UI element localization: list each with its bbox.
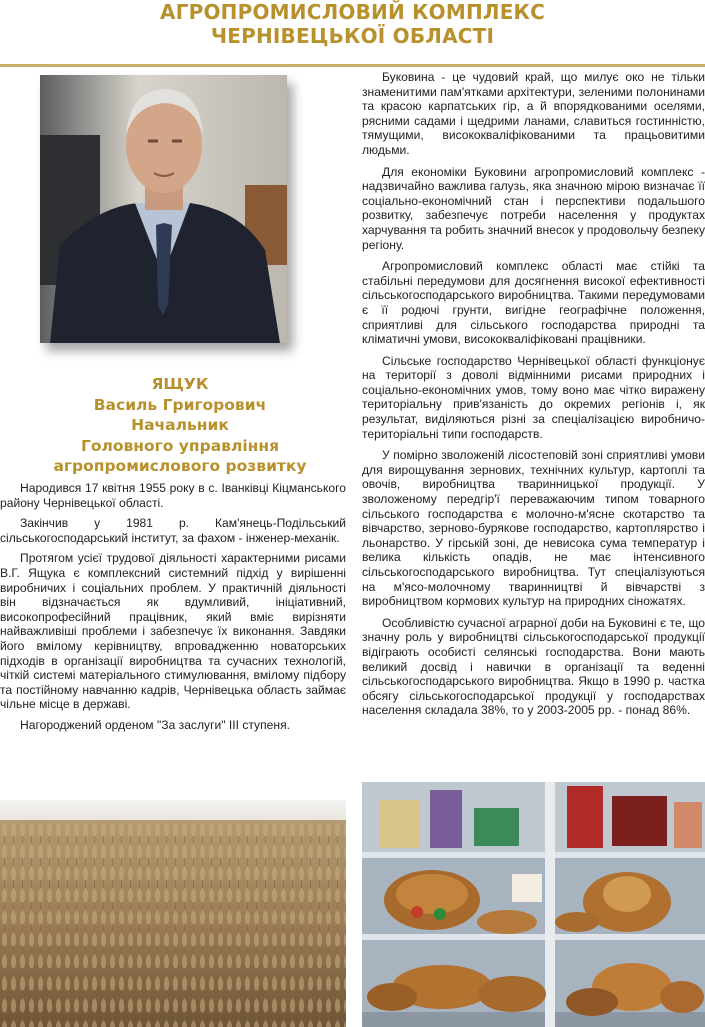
page-title-line-2: ЧЕРНІВЕЦЬКОЇ ОБЛАСТІ (210, 24, 495, 48)
portrait-photo (40, 75, 287, 343)
profile-given-names: Василь Григорович (93, 395, 267, 414)
article-text (362, 70, 705, 725)
bio-paragraph: Протягом усієї трудової діяльності характерними рисами В.Г. Ящука є комплексний системний підхід у вирішенні виробничих і соціальних проблем. У практичній діяльності він відзначається як вдумливий, ініціативний, високопрофесійний працівник, який вміє вирізняти найважливіші проблеми і забезпечує їх виконання. Завдяки його вмілому керівництву, впровадженню новаторських підходів в організації виробництва та сучасних технологій, чіткій системі матеріального стимулювання, вмілому підбору та постійному навчанню кадрів, Чернівецька область займає чільне місце в державі. (0, 551, 346, 712)
article-paragraph: Сільське господарство Чернівецької області функціонує на території з доволі відмінними рисами природних і соціально-економічних умов, тому воно має чітко виражену територіальну прив'язаність до окремих регіонів і, як результат, виділяються різні за спеціалізацією виробничо-територіальні типи господарств. (362, 353, 705, 441)
article-paragraph: Агропромисловий комплекс області має стійкі та стабільні передумови для досягнення високої ефективності сільськогосподарського виробництва. Такими передумовами є її родючі грунти, вигідне географічне положення, сприятливі для сільського господарства природні та кліматичні умови, висококваліфіковані працівники. (362, 259, 705, 347)
bread-display-photo (362, 782, 705, 1027)
page-title (0, 0, 705, 48)
bio-paragraph: Народився 17 квітня 1955 року в с. Іванківці Кіцманського району Чернівецької області. (0, 481, 346, 510)
profile-surname: ЯЩУК (151, 375, 209, 393)
wheat-field-photo (0, 800, 346, 1027)
article-paragraph: Особливістю сучасної аграрної доби на Буковині є те, що значну роль у виробництві сільськогосподарської продукції відіграють особисті селянські господарства. Вони мають великий досвід і навички в організації та веденні сільськогосподарського виробництва. Якщо в 1990 р. частка обсягу сільськогосподарської продукції у господарствах населення складала 38%, то у 2003-2005 рр. - понад 86%. (362, 615, 705, 718)
article-paragraph: Для економіки Буковини агропромисловий комплекс - надзвичайно важлива галузь, яка значною мірою визначає її соціально-економічний стан і перспективи подальшого розвитку, забезпечує потреби населення у продуктах харчування та робить значний внесок у продовольчу безпеку регіону. (362, 164, 705, 252)
bio-paragraph: Нагороджений орденом "За заслуги" ІІІ ступеня. (20, 717, 290, 732)
profile-department-line-2: агропромислового розвитку (53, 457, 307, 475)
article-paragraph: Буковина - це чудовий край, що милує око не тільки знаменитими пам'ятками архітектури, зеленими полонинами та красою карпатських гір, а й впорядкованими оселями, рясними садами і щедрими ланами, славиться гостинністю, тямущими, висококваліфікованими та працьовитими людьми. (362, 70, 705, 157)
page-title-line-1: АГРОПРОМИСЛОВИЙ КОМПЛЕКС (160, 0, 545, 24)
profile-department-line-1: Головного управління (80, 436, 280, 455)
biography-text (0, 481, 346, 739)
header-divider (0, 64, 705, 67)
article-paragraph: У помірно зволоженій лісостеповій зоні сприятливі умови для вирощування зернових, технічних культур, картоплі та овочів, виробництва тваринницької продукції. У зволоженому передгір'ї переважаючим типом товарного сільського господарства є молочно-м'ясне скотарство та вівчарство, зерново-бурякове господарство, картоплярство і льонарство. У гірській зоні, де невисока сума температур і велика кількість опадів, не має інтенсивного сільськогосподарського виробництва. Тут спеціалізуються на м'ясо-молочному тваринництві й вівчарстві з виробництвом кормових культур на природних сіножатях. (362, 448, 705, 609)
profile-position: Начальник (131, 416, 229, 434)
bio-paragraph: Закінчив у 1981 р. Кам'янець-Подільський сільськогосподарський інститут, за фахом - інженер-механік. (0, 516, 346, 545)
profile-name-block (40, 374, 320, 477)
